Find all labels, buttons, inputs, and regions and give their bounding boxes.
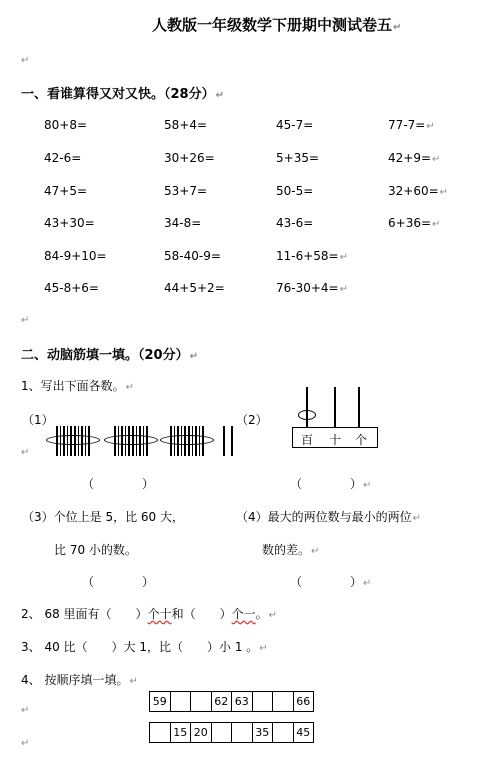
- paragraph-mark: ↵: [339, 252, 349, 263]
- calc-item: 30+26=: [164, 151, 215, 165]
- calc-item: 50-5=: [276, 184, 314, 198]
- bundle-of-ten-3: [158, 426, 216, 456]
- paragraph-mark: ↵: [21, 738, 30, 749]
- calc-item: 42+9=↵: [388, 151, 441, 165]
- calc-item: 77-7=↵: [388, 118, 435, 132]
- bundle-band: [104, 435, 158, 445]
- sequence-cell[interactable]: [273, 692, 294, 712]
- calc-item: 80+8=: [44, 118, 88, 132]
- part-2-label: （2）: [236, 413, 268, 427]
- sequence-cell[interactable]: [170, 692, 191, 712]
- paragraph-mark: ↵: [21, 315, 30, 326]
- calc-item: 32+60=↵: [388, 184, 449, 198]
- sequence-cell: 15: [170, 723, 191, 743]
- calc-item: 84-9+10=: [44, 249, 107, 263]
- abacus-label-box: [292, 427, 378, 448]
- section1-heading: 一、看谁算得又对又快。（28分）↵: [21, 87, 224, 102]
- calc-item: 43-6=: [276, 216, 314, 230]
- calc-item: 45-8+6=: [44, 281, 99, 295]
- calc-item: 58+4=: [164, 118, 208, 132]
- abacus-label-ones: 个: [355, 433, 368, 447]
- sequence-cell: 20: [191, 723, 212, 743]
- page-title: 人教版一年级数学下册期中测试卷五↵: [152, 16, 402, 34]
- sequence-cell[interactable]: [273, 723, 294, 743]
- sequence-cell[interactable]: [211, 723, 232, 743]
- sequence-cell: 59: [150, 692, 171, 712]
- paragraph-mark: ↵: [339, 284, 349, 295]
- bundle-band: [46, 435, 100, 445]
- answer-blank-4[interactable]: （ ）↵: [290, 575, 372, 589]
- paragraph-mark: ↵: [432, 219, 441, 230]
- calc-item: 53+7=: [164, 184, 208, 198]
- question-4-label: 4、 按顺序填一填。↵: [21, 673, 138, 687]
- abacus-rod-ones: [358, 387, 360, 428]
- part-3-line-2: 比 70 小的数。: [54, 543, 137, 557]
- part-4-line-2: 数的差。↵: [262, 543, 320, 557]
- paragraph-mark: ↵: [426, 121, 435, 132]
- calc-item: 42-6=: [44, 151, 82, 165]
- paragraph-mark: ↵: [21, 447, 30, 458]
- sequence-cell: 66: [293, 692, 314, 712]
- calc-item: 34-8=: [164, 216, 202, 230]
- sequence-cell: 45: [293, 723, 314, 743]
- part-1-label: （1）: [22, 413, 54, 427]
- sequence-cell[interactable]: [232, 723, 253, 743]
- part-4-line-1: （4）最大的两位数与最小的两位↵: [236, 510, 422, 524]
- calc-item: 45-7=: [276, 118, 314, 132]
- sequence-cell[interactable]: [252, 692, 273, 712]
- paragraph-mark: ↵: [21, 705, 30, 716]
- abacus-label-hundreds: 百: [301, 433, 314, 447]
- part-3-line-1: （3）个位上是 5，比 60 大，: [22, 510, 184, 524]
- calc-item: 43+30=: [44, 216, 95, 230]
- bundle-band: [160, 435, 214, 445]
- section2-heading: 二、动脑筋填一填。（20分）↵: [21, 348, 198, 363]
- abacus-bead: [298, 410, 316, 420]
- paragraph-mark: ↵: [432, 154, 441, 165]
- abacus-rod-tens: [334, 387, 336, 428]
- sequence-row-1: [149, 691, 314, 712]
- single-stick-2: [231, 426, 233, 456]
- sequence-row-2: [149, 722, 314, 743]
- sequence-cell[interactable]: [150, 723, 171, 743]
- answer-blank-2[interactable]: （ ）↵: [290, 477, 372, 491]
- sequence-cell: 62: [211, 692, 232, 712]
- paragraph-mark: ↵: [439, 187, 449, 198]
- calc-item: 58-40-9=: [164, 249, 221, 263]
- calc-item: 11-6+58=↵: [276, 249, 349, 263]
- abacus-rod-hundreds: [306, 387, 308, 428]
- single-stick-1: [223, 426, 225, 456]
- sequence-cell[interactable]: [191, 692, 212, 712]
- question-2: 2、 68 里面有（ ）个十和（ ）个一。↵: [21, 607, 278, 621]
- calc-item: 47+5=: [44, 184, 88, 198]
- calc-item: 5+35=: [276, 151, 320, 165]
- question-3: 3、 40 比（ ）大 1，比（ ）小 1 。↵: [21, 640, 268, 654]
- sequence-cell: 63: [232, 692, 253, 712]
- sequence-cell: 35: [252, 723, 273, 743]
- abacus-label-tens: 十: [329, 433, 342, 447]
- question-1-label: 1、写出下面各数。↵: [21, 379, 135, 393]
- bundle-of-ten-1: [44, 426, 102, 456]
- answer-blank-1[interactable]: （ ）: [82, 477, 155, 491]
- answer-blank-3[interactable]: （ ）: [82, 575, 155, 589]
- bundle-of-ten-2: [102, 426, 160, 456]
- calc-item: 44+5+2=: [164, 281, 225, 295]
- calc-item: 6+36=↵: [388, 216, 441, 230]
- paragraph-mark: ↵: [21, 55, 30, 66]
- calc-item: 76-30+4=↵: [276, 281, 349, 295]
